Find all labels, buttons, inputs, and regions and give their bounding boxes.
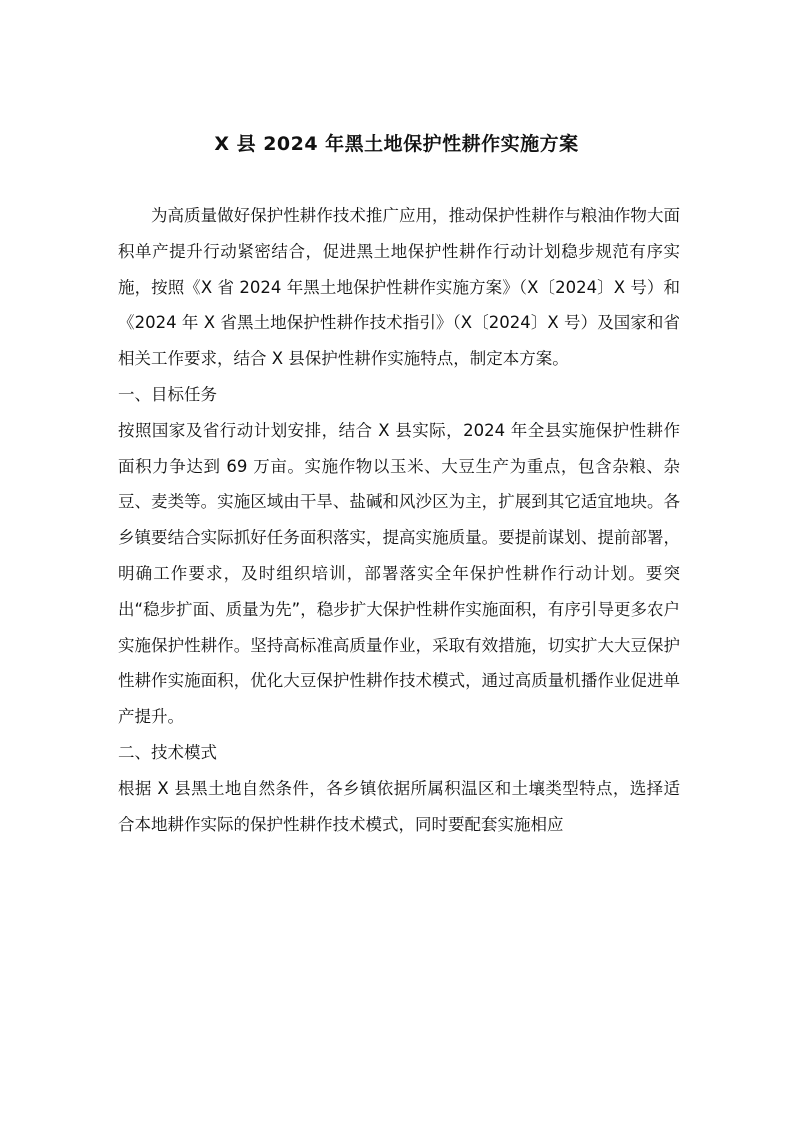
targets-paragraph: 按照国家及省行动计划安排，结合 X 县实际，2024 年全县实施保护性耕作面积力争达到 69 万亩。实施作物以玉米、大豆生产为重点，包含杂粮、杂豆、麦类等。实施区域由干旱、盐碱和风沙区为主，扩展到其它适宜地块。各乡镇要结合实际抓好任务面积落实，提高实施质量。要提前谋划、提前部署，明确工作要求，及时组织培训，部署落实全年保护性耕作行动计划。要突出“稳步扩面、质量为先”，稳步扩大保护性耕作实施面积，有序引导更多农户实施保护性耕作。坚持高标准高质量作业，采取有效措施，切实扩大大豆保护性耕作实施面积，优化大豆保护性耕作技术模式，通过高质量机播作业促进单产提升。 — [118, 420, 680, 727]
document-body — [118, 198, 680, 842]
section-heading-technical-mode: 二、技术模式 — [118, 742, 217, 762]
section-heading-targets: 一、目标任务 — [118, 384, 217, 404]
intro-paragraph: 为高质量做好保护性耕作技术推广应用，推动保护性耕作与粮油作物大面积单产提升行动紧密结合，促进黑土地保护性耕作行动计划稳步规范有序实施，按照《X 省 2024 年黑土地保护性耕作实施方案》（X〔2024〕X 号）和《2024 年 X 省黑土地保护性耕作技术指引》（X〔2024〕X 号）及国家和省相关工作要求，结合 X 县保护性耕作实施特点，制定本方案。 — [118, 206, 680, 369]
technical-mode-paragraph: 根据 X 县黑土地自然条件，各乡镇依据所属积温区和土壤类型特点，选择适合本地耕作实际的保护性耕作技术模式，同时要配套实施相应 — [118, 778, 680, 834]
document-title: X 县 2024 年黑土地保护性耕作实施方案 — [214, 133, 579, 155]
